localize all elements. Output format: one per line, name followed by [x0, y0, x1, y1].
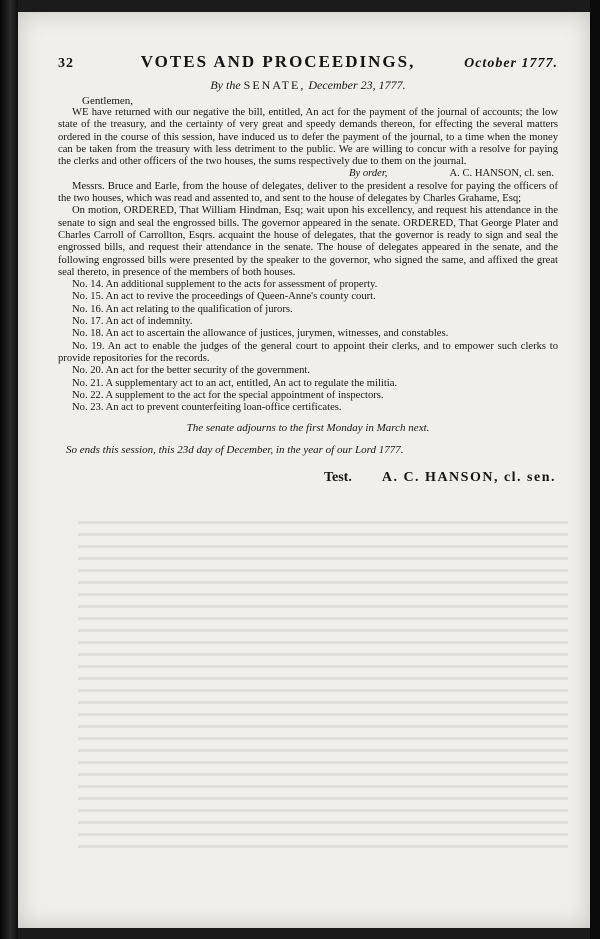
- test-label: Test.: [323, 470, 352, 486]
- act-item: No. 14. An additional supplement to the acts for assessment of property.: [72, 279, 378, 291]
- page-content: [58, 52, 558, 486]
- message-signature: [58, 168, 558, 180]
- act-list: [58, 279, 558, 414]
- document-page: [18, 12, 590, 928]
- act-item: No. 21. A supplementary act to an act, entitled, An act to regulate the militia.: [72, 377, 398, 389]
- message-heading: [58, 78, 558, 93]
- heading-date: December 23, 1777.: [308, 78, 406, 92]
- act-item: No. 18. An act to ascertain the allowance of justices, jurymen, witnesses, and constables.: [72, 328, 449, 340]
- test-signature: A. C. HANSON, cl. sen.: [381, 470, 556, 486]
- act-item: No. 16. An act relating to the qualification of jurors.: [72, 303, 293, 315]
- page-edge: [590, 0, 600, 939]
- act-item: No. 22. A supplement to the act for the special appointment of inspectors.: [72, 389, 384, 401]
- paragraph-motion: On motion, ORDERED, That William Hindman, Esq; wait upon his excellency, and request his attendance in the senate to sign and seal the engrossed bills. The governor appeared in the senate. ORDERED, That George Plater and Charles Carroll of Carrollton, Esqrs. acquaint the house of delegates, that the governor is ready to sign and seal the engrossed bills, and request their attendance in the senate. The house of delegates appeared in the senate, and the following engrossed bills were presented by the speaker to the governor, who signed the same, and affixed the great seal thereto, in presence of the members of both houses.: [58, 205, 558, 278]
- act-item: No. 20. An act for the better security of the government.: [72, 365, 310, 377]
- heading-senate: SENATE,: [243, 78, 306, 92]
- signature-name: A. C. HANSON, cl. sen.: [449, 168, 554, 180]
- running-head: [58, 52, 558, 72]
- act-item: No. 23. An act to prevent counterfeiting loan-office certificates.: [72, 402, 342, 414]
- salutation: Gentlemen,: [82, 95, 134, 107]
- page-number: 32: [58, 56, 74, 71]
- act-item: No. 17. An act of indemnity.: [72, 316, 193, 328]
- session-end: So ends this session, this 23d day of December, in the year of our Lord 1777.: [66, 444, 404, 457]
- message-body: WE have returned with our negative the bill, entitled, An act for the payment of the journal of accounts; the low state of the treasury, and the certainty of very great and speedy demands thereon, for effecting the several matters ordered in the course of this session, have induced us to defer the payment of the journal, to a time when the money can be taken from the treasury with less detriment to the public. We are willing to concur with a resolve for paying the clerks and other officers of the two houses, the sums respectively due to them on the journal.: [58, 107, 558, 168]
- act-item: No. 19. An act to enable the judges of the general court to appoint their clerks, and to empower such clerks to provide repositories for the records.: [58, 340, 558, 364]
- attestation: [58, 470, 558, 486]
- running-date: October 1777.: [464, 56, 558, 71]
- book-gutter: [0, 0, 18, 939]
- running-title: VOTES AND PROCEEDINGS,: [140, 52, 416, 71]
- show-through-text: [78, 512, 568, 852]
- by-order: By order,: [349, 168, 388, 180]
- paragraph-delegates: Messrs. Bruce and Earle, from the house of delegates, deliver to the president a resolve for paying the officers of the two houses, which was read and assented to, and sent to the house of delegates by Charles Grahame, Esq;: [58, 180, 558, 205]
- heading-by: By the: [210, 78, 241, 92]
- adjourn-notice: The senate adjourns to the first Monday in March next.: [186, 422, 430, 435]
- act-item: No. 15. An act to revive the proceedings of Queen-Anne's county court.: [72, 291, 376, 303]
